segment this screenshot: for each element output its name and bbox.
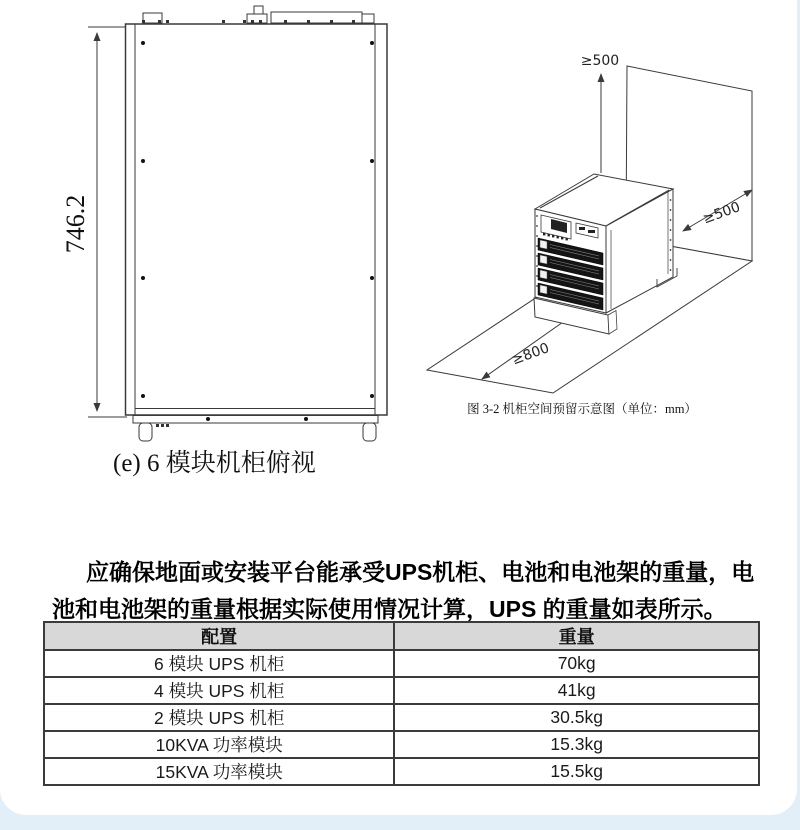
clearance-caption: 图 3-2 机柜空间预留示意图（单位：mm） (467, 402, 697, 416)
config-cell: 15KVA 功率模块 (44, 758, 394, 785)
top-clearance-label: ≥500 (580, 53, 620, 69)
header-config: 配置 (44, 622, 394, 650)
weight-cell: 15.3kg (394, 731, 759, 758)
weight-cell: 41kg (394, 677, 759, 704)
table-row (44, 677, 759, 704)
weight-cell: 70kg (394, 650, 759, 677)
top-view-figure (0, 0, 420, 480)
rear-clearance-label: ≥500 (700, 199, 743, 228)
clearance-figure (410, 20, 800, 420)
top-view-drawing (0, 0, 420, 480)
header-weight: 重量 (394, 622, 759, 650)
config-cell: 10KVA 功率模块 (44, 731, 394, 758)
config-cell: 2 模块 UPS 机柜 (44, 704, 394, 731)
config-cell: 4 模块 UPS 机柜 (44, 677, 394, 704)
table-header-row (44, 622, 759, 650)
weight-cell: 15.5kg (394, 758, 759, 785)
table-row (44, 650, 759, 677)
footer-strip (0, 815, 800, 830)
table-row (44, 704, 759, 731)
top-view-caption: (e) 6 模块机柜俯视 (113, 450, 316, 477)
weight-table (43, 621, 760, 786)
front-clearance-label: ≥800 (509, 340, 552, 369)
table-row (44, 758, 759, 785)
weight-paragraph: 应确保地面或安装平台能承受UPS机柜、电池和电池架的重量，电池和电池架的重量根据实际使用情况计算，UPS 的重量如表所示。 (52, 559, 755, 622)
clearance-drawing (410, 20, 800, 420)
weight-cell: 30.5kg (394, 704, 759, 731)
table-row (44, 731, 759, 758)
top-view-dimension-label: 746.2 (61, 194, 90, 254)
config-cell: 6 模块 UPS 机柜 (44, 650, 394, 677)
